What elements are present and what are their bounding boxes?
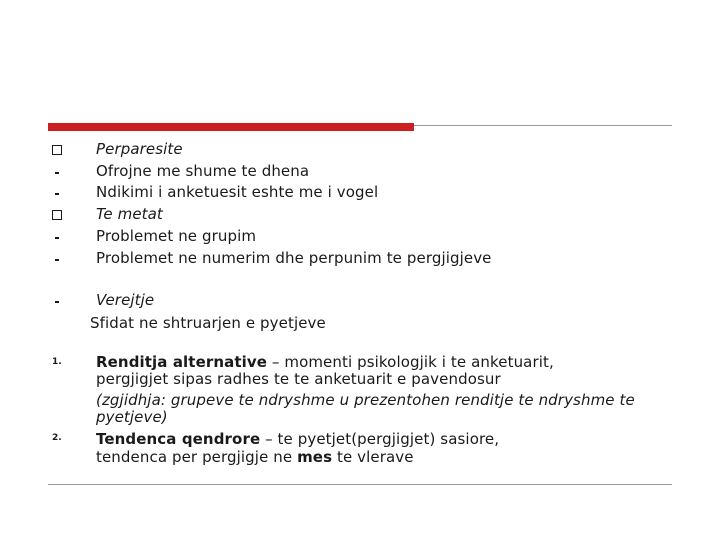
list-item: Ndikimi i anketuesit eshte me i vogel xyxy=(96,183,379,201)
dash-bullet-icon xyxy=(55,259,59,261)
list-item: Problemet ne numerim dhe perpunim te pergjigjeve xyxy=(96,249,492,267)
heading-perparesite: Perparesite xyxy=(96,140,183,158)
heading-te-metat: Te metat xyxy=(96,205,163,223)
subheading-sfidat: Sfidat ne shtruarjen e pyetjeve xyxy=(90,314,326,332)
item-description-line2b: te vlerave xyxy=(332,448,414,466)
dash-bullet-icon xyxy=(55,172,59,174)
item-title: Renditja alternative xyxy=(96,353,268,371)
list-item: Problemet ne grupim xyxy=(96,227,257,245)
list-item: Ofrojne me shume te dhena xyxy=(96,162,310,180)
item-description-line2: pergjigjet sipas radhes te te anketuarit e pavendosur xyxy=(96,370,501,388)
dash-bullet-icon xyxy=(55,193,59,195)
item-description: – te pyetjet(pergjigjet) sasiore, xyxy=(260,430,500,448)
item-description: – momenti psikologjik i te anketuarit, xyxy=(267,353,554,371)
square-bullet-icon xyxy=(52,210,62,220)
heading-verejtje: Verejtje xyxy=(96,291,155,309)
dash-bullet-icon xyxy=(55,237,59,239)
item-title: Tendenca qendrore xyxy=(96,430,261,448)
bottom-rule xyxy=(48,484,672,485)
item-number: 1. xyxy=(52,357,62,367)
square-bullet-icon xyxy=(52,145,62,155)
item-description-bold: mes xyxy=(297,448,333,466)
dash-bullet-icon xyxy=(55,301,59,303)
item-description-line2a: tendenca per pergjigje ne xyxy=(96,448,298,466)
item-note: (zgjidhja: grupeve te ndryshme u prezentohen renditje te ndryshme te pyetjeve) xyxy=(96,391,635,426)
item-number: 2. xyxy=(52,433,62,443)
